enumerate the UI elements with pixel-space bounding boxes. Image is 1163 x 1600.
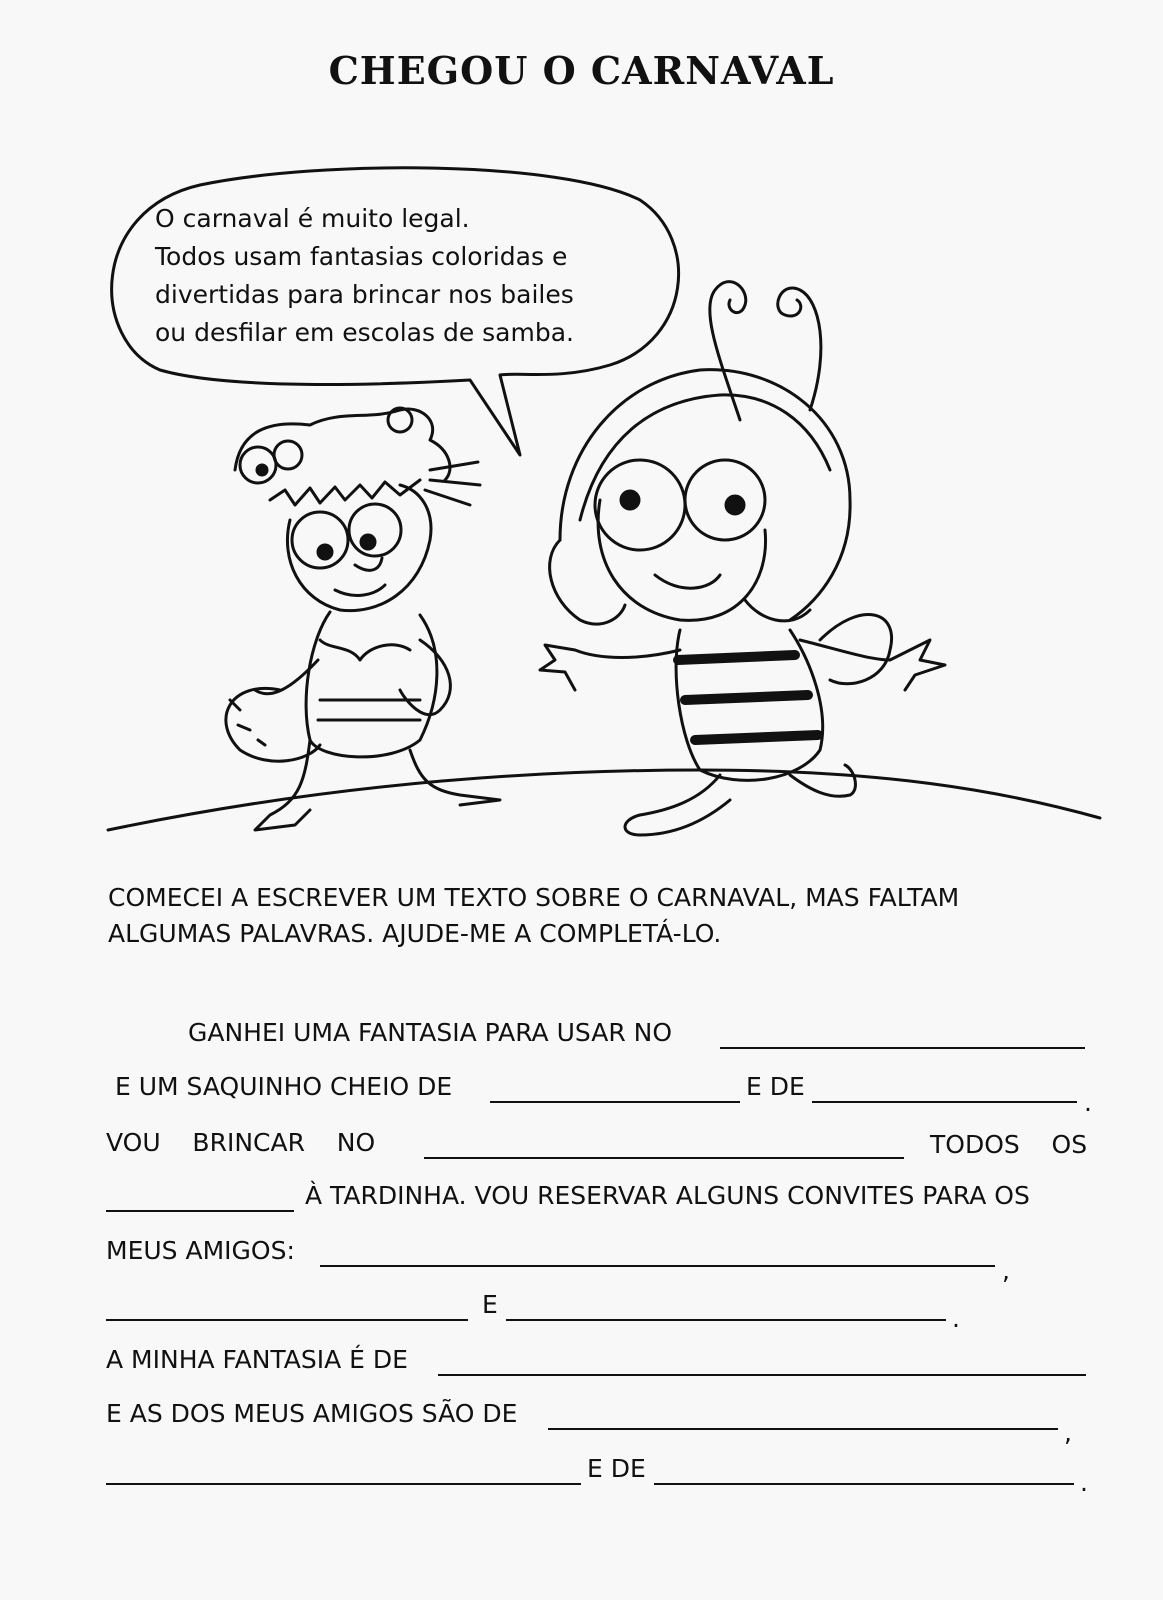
speech-line: divertidas para brincar nos bailes (155, 280, 574, 309)
instruction-line: ALGUMAS PALAVRAS. AJUDE-ME A COMPLETÁ-LO. (108, 919, 722, 948)
blank-field[interactable] (438, 1374, 1086, 1376)
comma-mark: , (1002, 1256, 1010, 1285)
instructions (108, 880, 1108, 952)
exercise-text: GANHEI UMA FANTASIA PARA USAR NO (188, 1018, 673, 1047)
bee-girl (540, 282, 945, 835)
exercise-text: À TARDINHA. VOU RESERVAR ALGUNS CONVITES PARA OS (305, 1181, 1030, 1210)
blank-field[interactable] (654, 1483, 1074, 1485)
speech-line: Todos usam fantasias coloridas e (155, 242, 568, 271)
period-mark: . (1084, 1088, 1092, 1117)
instruction-line: COMECEI A ESCREVER UM TEXTO SOBRE O CARNAVAL, MAS FALTAM (108, 883, 960, 912)
exercise-text: A MINHA FANTASIA É DE (106, 1345, 408, 1374)
period-mark: . (952, 1304, 960, 1333)
exercise-text: E AS DOS MEUS AMIGOS SÃO DE (106, 1399, 518, 1428)
exercise-text: TODOS OS (930, 1130, 1088, 1159)
blank-field[interactable] (106, 1483, 581, 1485)
blank-field[interactable] (106, 1210, 294, 1212)
blank-field[interactable] (424, 1157, 904, 1159)
period-mark: . (1080, 1468, 1088, 1497)
page-title: CHEGOU O CARNAVAL (328, 48, 835, 93)
speech-line: O carnaval é muito legal. (155, 204, 470, 233)
blank-field[interactable] (812, 1101, 1077, 1103)
exercise-text: E DE (746, 1072, 805, 1101)
blank-field[interactable] (506, 1319, 946, 1321)
comma-mark: , (1064, 1418, 1072, 1447)
exercise-text: E UM SAQUINHO CHEIO DE (115, 1072, 453, 1101)
speech-line: ou desfilar em escolas de samba. (155, 318, 574, 347)
blank-field[interactable] (548, 1428, 1058, 1430)
speech-bubble-text (155, 200, 675, 352)
blank-field[interactable] (720, 1047, 1085, 1049)
blank-field[interactable] (490, 1101, 740, 1103)
exercise-text: MEUS AMIGOS: (106, 1236, 295, 1265)
exercise-text: E DE (587, 1454, 646, 1483)
ground-line (108, 770, 1100, 830)
blank-field[interactable] (106, 1319, 468, 1321)
crocodile-boy (226, 408, 500, 830)
blank-field[interactable] (320, 1265, 995, 1267)
exercise-text: E (482, 1290, 498, 1319)
exercise-text: VOU BRINCAR NO (106, 1128, 376, 1157)
